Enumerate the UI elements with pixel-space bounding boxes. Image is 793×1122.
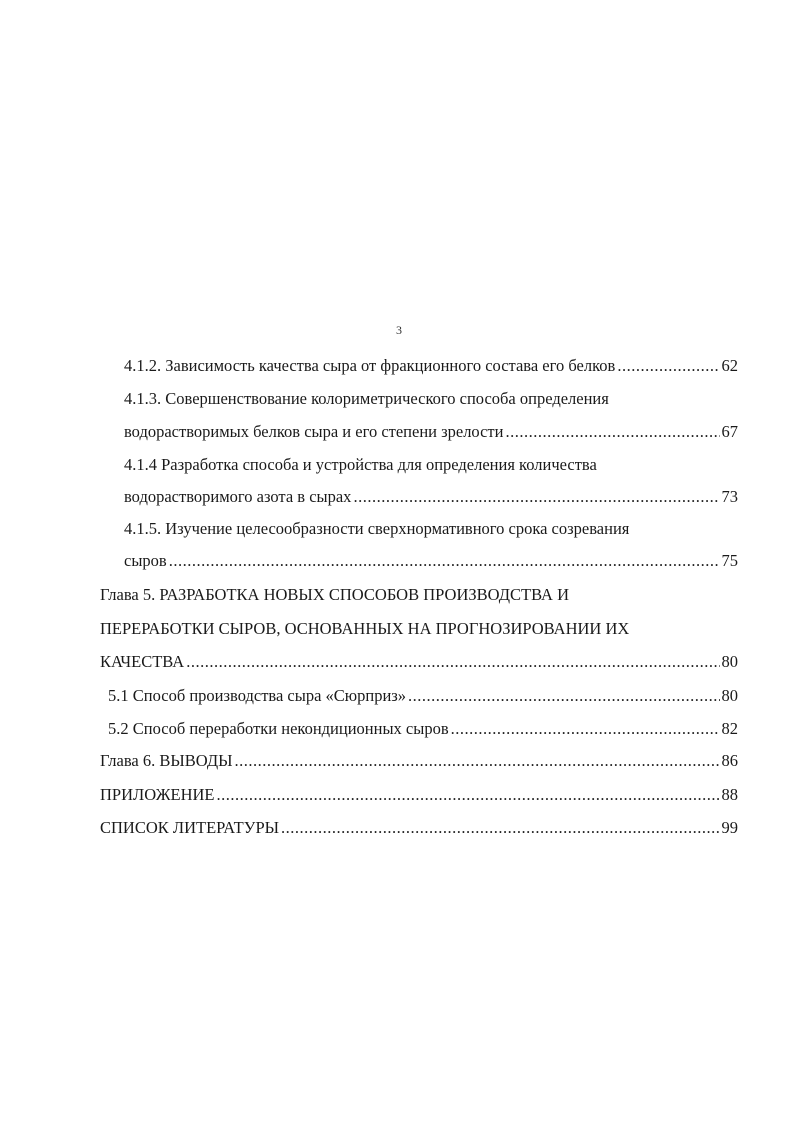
toc-entry-page: 80: [721, 652, 738, 671]
dot-leader: [353, 487, 719, 507]
toc-entry-title: водорастворимого азота в сырах: [124, 487, 352, 506]
toc-appendix: [100, 785, 738, 805]
toc-chapter-5: [100, 652, 738, 672]
toc-entry-page: 73: [721, 487, 738, 506]
dot-leader: [408, 686, 719, 706]
toc-entry-title: СПИСОК ЛИТЕРАТУРЫ: [100, 818, 280, 837]
toc-entry-page: 82: [721, 719, 738, 738]
dot-leader: [617, 356, 719, 376]
toc-entry-title: 5.1 Способ производства сыра «Сюрприз»: [108, 686, 407, 705]
toc-entry-page: 86: [721, 751, 738, 770]
toc-entry-page: 62: [721, 356, 738, 375]
dot-leader: [186, 652, 719, 672]
toc-entry-4-1-2: [124, 356, 738, 376]
dot-leader: [216, 785, 719, 805]
dot-leader: [235, 751, 720, 771]
dot-leader: [451, 719, 720, 739]
toc-entry-title: сыров: [124, 551, 167, 570]
toc-entry-5-2: [108, 719, 738, 739]
toc-chapter-5-line2: ПЕРЕРАБОТКИ СЫРОВ, ОСНОВАННЫХ НА ПРОГНОЗИРОВАНИИ ИХ: [100, 619, 630, 638]
toc-entry-title: КАЧЕСТВА: [100, 652, 185, 671]
toc-entry-4-1-5-line1: 4.1.5. Изучение целесообразности сверхнормативного срока созревания: [124, 519, 630, 538]
toc-entry-title: 5.2 Способ переработки некондиционных сыров: [108, 719, 449, 738]
toc-chapter-5-line1: Глава 5. РАЗРАБОТКА НОВЫХ СПОСОБОВ ПРОИЗВОДСТВА И: [100, 585, 569, 604]
toc-entry-4-1-4-line1: 4.1.4 Разработка способа и устройства для определения количества: [124, 455, 597, 474]
toc-entry-title: Глава 6. ВЫВОДЫ: [100, 751, 233, 770]
page-number: 3: [396, 323, 402, 337]
toc-entry-page: 99: [721, 818, 738, 837]
toc-entry-page: 75: [721, 551, 738, 570]
toc-entry-page: 67: [721, 422, 738, 441]
dot-leader: [505, 422, 719, 442]
dot-leader: [169, 551, 720, 571]
toc-entry-5-1: [108, 686, 738, 706]
toc-entry-title: ПРИЛОЖЕНИЕ: [100, 785, 215, 804]
toc-entry-page: 88: [721, 785, 738, 804]
toc-entry-title: водорастворимых белков сыра и его степени зрелости: [124, 422, 504, 441]
toc-entry-4-1-3-line1: 4.1.3. Совершенствование колориметрического способа определения: [124, 389, 609, 408]
toc-entry-page: 80: [721, 686, 738, 705]
toc-chapter-6: [100, 751, 738, 771]
toc-references: [100, 818, 738, 838]
toc-entry-4-1-5: [124, 551, 738, 571]
toc-entry-4-1-3: [124, 422, 738, 442]
toc-entry-title: 4.1.2. Зависимость качества сыра от фракционного состава его белков: [124, 356, 616, 375]
toc-entry-4-1-4: [124, 487, 738, 507]
dot-leader: [281, 818, 719, 838]
